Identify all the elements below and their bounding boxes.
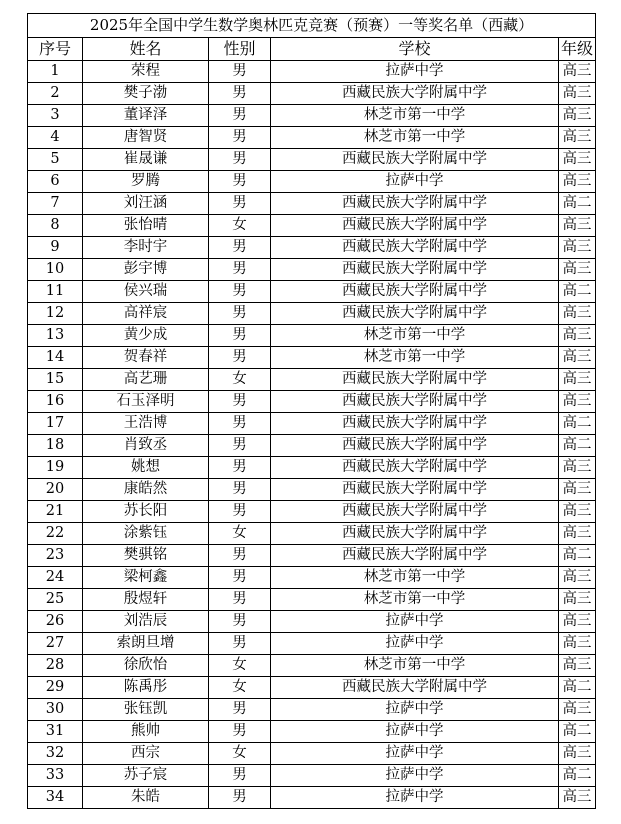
cell-school: 西藏民族大学附属中学 [271, 545, 559, 567]
table-row [28, 633, 596, 655]
cell-gender: 女 [209, 215, 271, 237]
cell-no: 5 [28, 149, 83, 171]
title-row [28, 14, 596, 38]
table-row [28, 325, 596, 347]
cell-gender: 男 [209, 589, 271, 611]
cell-gender: 男 [209, 479, 271, 501]
table-row [28, 127, 596, 149]
table-row [28, 699, 596, 721]
cell-grade: 高三 [559, 699, 596, 721]
cell-gender: 男 [209, 633, 271, 655]
table-row [28, 787, 596, 809]
cell-no: 24 [28, 567, 83, 589]
table-row [28, 567, 596, 589]
cell-gender: 男 [209, 325, 271, 347]
cell-gender: 女 [209, 743, 271, 765]
table-row [28, 259, 596, 281]
cell-grade: 高三 [559, 633, 596, 655]
cell-gender: 女 [209, 655, 271, 677]
award-list-sheet [27, 13, 595, 809]
table-row [28, 655, 596, 677]
cell-school: 西藏民族大学附属中学 [271, 457, 559, 479]
cell-gender: 男 [209, 501, 271, 523]
cell-name: 黄少成 [83, 325, 209, 347]
cell-gender: 男 [209, 127, 271, 149]
cell-grade: 高三 [559, 303, 596, 325]
cell-name: 侯兴瑞 [83, 281, 209, 303]
cell-school: 西藏民族大学附属中学 [271, 677, 559, 699]
cell-name: 梁柯鑫 [83, 567, 209, 589]
cell-grade: 高三 [559, 589, 596, 611]
table-row [28, 215, 596, 237]
cell-name: 索朗旦增 [83, 633, 209, 655]
cell-name: 樊骐铭 [83, 545, 209, 567]
cell-school: 林芝市第一中学 [271, 347, 559, 369]
cell-no: 8 [28, 215, 83, 237]
cell-grade: 高二 [559, 721, 596, 743]
cell-grade: 高三 [559, 149, 596, 171]
cell-no: 6 [28, 171, 83, 193]
cell-school: 拉萨中学 [271, 633, 559, 655]
cell-school: 西藏民族大学附属中学 [271, 479, 559, 501]
cell-gender: 男 [209, 303, 271, 325]
cell-no: 15 [28, 369, 83, 391]
cell-name: 熊帅 [83, 721, 209, 743]
cell-gender: 男 [209, 435, 271, 457]
cell-grade: 高二 [559, 545, 596, 567]
cell-gender: 女 [209, 677, 271, 699]
cell-grade: 高三 [559, 83, 596, 105]
cell-school: 西藏民族大学附属中学 [271, 83, 559, 105]
cell-name: 朱皓 [83, 787, 209, 809]
cell-school: 西藏民族大学附属中学 [271, 413, 559, 435]
cell-gender: 女 [209, 369, 271, 391]
cell-gender: 男 [209, 787, 271, 809]
cell-school: 拉萨中学 [271, 61, 559, 83]
table-row [28, 61, 596, 83]
table-row [28, 721, 596, 743]
cell-gender: 男 [209, 457, 271, 479]
cell-grade: 高三 [559, 611, 596, 633]
cell-school: 西藏民族大学附属中学 [271, 281, 559, 303]
cell-school: 西藏民族大学附属中学 [271, 215, 559, 237]
cell-school: 拉萨中学 [271, 611, 559, 633]
cell-no: 25 [28, 589, 83, 611]
cell-grade: 高三 [559, 259, 596, 281]
cell-no: 20 [28, 479, 83, 501]
cell-school: 西藏民族大学附属中学 [271, 523, 559, 545]
cell-no: 1 [28, 61, 83, 83]
cell-name: 张怡晴 [83, 215, 209, 237]
cell-gender: 男 [209, 391, 271, 413]
cell-gender: 男 [209, 699, 271, 721]
cell-school: 拉萨中学 [271, 699, 559, 721]
cell-name: 殷煜轩 [83, 589, 209, 611]
header-name: 姓名 [83, 38, 209, 61]
cell-grade: 高二 [559, 677, 596, 699]
table-row [28, 677, 596, 699]
table-row [28, 83, 596, 105]
cell-grade: 高三 [559, 61, 596, 83]
cell-no: 12 [28, 303, 83, 325]
cell-grade: 高三 [559, 369, 596, 391]
cell-school: 林芝市第一中学 [271, 325, 559, 347]
cell-school: 林芝市第一中学 [271, 589, 559, 611]
cell-name: 刘汪涵 [83, 193, 209, 215]
table-row [28, 743, 596, 765]
table-row [28, 281, 596, 303]
table-row [28, 589, 596, 611]
cell-no: 31 [28, 721, 83, 743]
cell-no: 13 [28, 325, 83, 347]
table-row [28, 171, 596, 193]
cell-grade: 高三 [559, 215, 596, 237]
cell-gender: 男 [209, 149, 271, 171]
cell-name: 康皓然 [83, 479, 209, 501]
cell-grade: 高三 [559, 127, 596, 149]
table-body [28, 61, 596, 809]
cell-name: 荣程 [83, 61, 209, 83]
cell-grade: 高三 [559, 567, 596, 589]
cell-name: 张钰凯 [83, 699, 209, 721]
cell-grade: 高二 [559, 281, 596, 303]
cell-school: 西藏民族大学附属中学 [271, 193, 559, 215]
cell-name: 肖致丞 [83, 435, 209, 457]
table-row [28, 347, 596, 369]
cell-no: 7 [28, 193, 83, 215]
cell-no: 34 [28, 787, 83, 809]
cell-school: 西藏民族大学附属中学 [271, 259, 559, 281]
cell-no: 16 [28, 391, 83, 413]
cell-grade: 高三 [559, 105, 596, 127]
cell-gender: 男 [209, 545, 271, 567]
table-row [28, 479, 596, 501]
table-row [28, 435, 596, 457]
cell-grade: 高三 [559, 325, 596, 347]
table-row [28, 457, 596, 479]
cell-gender: 男 [209, 105, 271, 127]
cell-grade: 高三 [559, 479, 596, 501]
cell-gender: 男 [209, 171, 271, 193]
cell-gender: 男 [209, 413, 271, 435]
cell-school: 西藏民族大学附属中学 [271, 149, 559, 171]
cell-grade: 高三 [559, 391, 596, 413]
cell-name: 崔晟谦 [83, 149, 209, 171]
cell-no: 3 [28, 105, 83, 127]
cell-school: 林芝市第一中学 [271, 655, 559, 677]
cell-school: 西藏民族大学附属中学 [271, 237, 559, 259]
cell-no: 29 [28, 677, 83, 699]
cell-name: 徐欣怡 [83, 655, 209, 677]
award-table [27, 13, 596, 809]
cell-grade: 高三 [559, 523, 596, 545]
table-row [28, 523, 596, 545]
cell-gender: 女 [209, 523, 271, 545]
cell-grade: 高二 [559, 413, 596, 435]
cell-no: 2 [28, 83, 83, 105]
cell-name: 李时宇 [83, 237, 209, 259]
cell-grade: 高三 [559, 787, 596, 809]
cell-name: 高艺珊 [83, 369, 209, 391]
cell-grade: 高三 [559, 237, 596, 259]
cell-gender: 男 [209, 281, 271, 303]
cell-name: 陈禹彤 [83, 677, 209, 699]
cell-school: 林芝市第一中学 [271, 567, 559, 589]
cell-gender: 男 [209, 765, 271, 787]
table-row [28, 369, 596, 391]
table-row [28, 765, 596, 787]
header-school: 学校 [271, 38, 559, 61]
cell-name: 高祥宸 [83, 303, 209, 325]
cell-school: 西藏民族大学附属中学 [271, 303, 559, 325]
cell-gender: 男 [209, 721, 271, 743]
table-row [28, 545, 596, 567]
cell-no: 27 [28, 633, 83, 655]
cell-no: 26 [28, 611, 83, 633]
table-row [28, 303, 596, 325]
cell-grade: 高三 [559, 655, 596, 677]
cell-name: 彭宇博 [83, 259, 209, 281]
header-grade: 年级 [559, 38, 596, 61]
cell-no: 11 [28, 281, 83, 303]
cell-name: 王浩博 [83, 413, 209, 435]
cell-name: 涂紫钰 [83, 523, 209, 545]
cell-school: 西藏民族大学附属中学 [271, 435, 559, 457]
cell-school: 林芝市第一中学 [271, 105, 559, 127]
cell-name: 姚想 [83, 457, 209, 479]
cell-school: 林芝市第一中学 [271, 127, 559, 149]
cell-gender: 男 [209, 347, 271, 369]
table-row [28, 391, 596, 413]
cell-name: 西宗 [83, 743, 209, 765]
cell-gender: 男 [209, 193, 271, 215]
cell-grade: 高三 [559, 347, 596, 369]
cell-no: 4 [28, 127, 83, 149]
cell-name: 苏子宸 [83, 765, 209, 787]
cell-school: 西藏民族大学附属中学 [271, 369, 559, 391]
cell-gender: 男 [209, 611, 271, 633]
cell-no: 22 [28, 523, 83, 545]
cell-grade: 高三 [559, 501, 596, 523]
table-row [28, 193, 596, 215]
cell-school: 拉萨中学 [271, 171, 559, 193]
cell-gender: 男 [209, 61, 271, 83]
cell-no: 17 [28, 413, 83, 435]
cell-name: 石玉泽明 [83, 391, 209, 413]
cell-name: 罗腾 [83, 171, 209, 193]
table-row [28, 501, 596, 523]
cell-school: 拉萨中学 [271, 765, 559, 787]
cell-no: 19 [28, 457, 83, 479]
cell-no: 14 [28, 347, 83, 369]
table-row [28, 413, 596, 435]
cell-gender: 男 [209, 567, 271, 589]
cell-name: 苏长阳 [83, 501, 209, 523]
cell-grade: 高二 [559, 765, 596, 787]
cell-school: 拉萨中学 [271, 787, 559, 809]
table-title: 2025年全国中学生数学奥林匹克竞赛（预赛）一等奖名单（西藏） [28, 14, 596, 38]
cell-name: 刘浩辰 [83, 611, 209, 633]
cell-no: 18 [28, 435, 83, 457]
cell-no: 32 [28, 743, 83, 765]
cell-name: 樊子渤 [83, 83, 209, 105]
cell-no: 10 [28, 259, 83, 281]
cell-gender: 男 [209, 83, 271, 105]
cell-grade: 高二 [559, 193, 596, 215]
table-row [28, 105, 596, 127]
cell-grade: 高三 [559, 457, 596, 479]
cell-no: 30 [28, 699, 83, 721]
cell-school: 西藏民族大学附属中学 [271, 391, 559, 413]
header-row [28, 38, 596, 61]
cell-school: 拉萨中学 [271, 721, 559, 743]
header-no: 序号 [28, 38, 83, 61]
cell-name: 贺春祥 [83, 347, 209, 369]
cell-name: 唐智贤 [83, 127, 209, 149]
cell-school: 西藏民族大学附属中学 [271, 501, 559, 523]
cell-no: 28 [28, 655, 83, 677]
cell-gender: 男 [209, 259, 271, 281]
cell-no: 9 [28, 237, 83, 259]
cell-grade: 高三 [559, 743, 596, 765]
table-row [28, 611, 596, 633]
table-row [28, 149, 596, 171]
cell-no: 23 [28, 545, 83, 567]
cell-no: 21 [28, 501, 83, 523]
cell-grade: 高二 [559, 435, 596, 457]
cell-gender: 男 [209, 237, 271, 259]
cell-no: 33 [28, 765, 83, 787]
cell-name: 董译泽 [83, 105, 209, 127]
header-gender: 性别 [209, 38, 271, 61]
table-row [28, 237, 596, 259]
cell-school: 拉萨中学 [271, 743, 559, 765]
cell-grade: 高三 [559, 171, 596, 193]
